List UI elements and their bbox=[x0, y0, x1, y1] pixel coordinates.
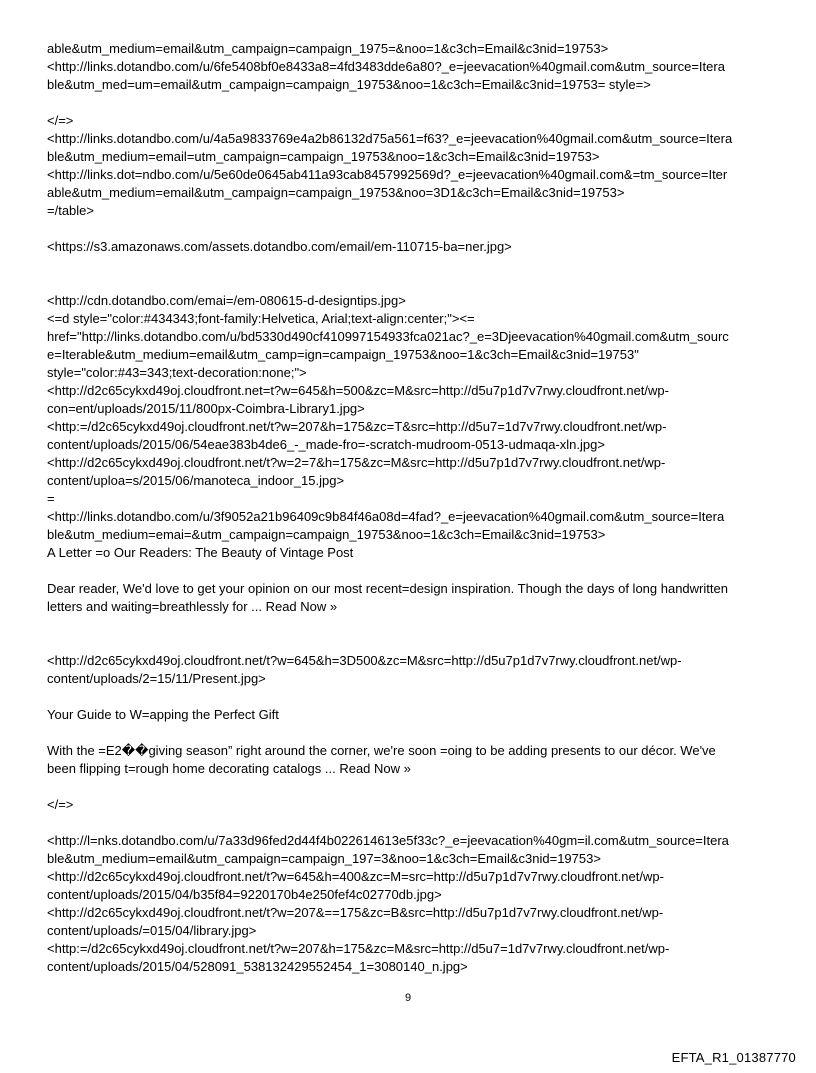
article-title: Your Guide to W=apping the Perfect Gift bbox=[47, 707, 279, 722]
spacer bbox=[47, 256, 777, 292]
spacer bbox=[47, 616, 777, 652]
link-line: <http://d2c65cykxd49oj.cloudfront.net/t?w=207&==175&zc=B&src=http://d5u7p1d7v7rwy.cloudfront.net/wp- bbox=[47, 905, 664, 920]
link-line: <http://cdn.dotandbo.com/emai=/em-080615-d-designtips.jpg> bbox=[47, 293, 406, 308]
link-line: <http://links.dot=ndbo.com/u/5e60de0645ab411a93cab8457992569d?_e=jeevacation%40gmail.com&=tm_source=Iter bbox=[47, 167, 728, 182]
link-line: <http://l=nks.dotandbo.com/u/7a33d96fed2d44f4b022614613e5f33c?_e=jeevacation%40gm=il.com&utm_source=Itera bbox=[47, 833, 729, 848]
text-line: content/uploa=s/2015/06/manoteca_indoor_15.jpg> bbox=[47, 473, 345, 488]
document-body bbox=[47, 40, 777, 976]
text-line: con=ent/uploads/2015/11/800px-Coimbra-Library1.jpg> bbox=[47, 401, 365, 416]
text-line: able&utm_medium=email&utm_campaign=campaign_19753&noo=3D1&c3ch=Email&c3nid=19753> bbox=[47, 185, 625, 200]
article-excerpt-line: With the =E2��giving season” right around the corner, we're soon =oing to be adding presents to our décor. We've bbox=[47, 743, 716, 758]
link-line: <http:=/d2c65cykxd49oj.cloudfront.net/t?w=207&h=175&zc=T&src=http://d5u7=1d7v7rwy.cloudfront.net/wp- bbox=[47, 419, 667, 434]
text-line: content/uploads/2015/06/54eae383b4de6_-_made-fro=-scratch-mudroom-0513-udmaqa-xln.jpg> bbox=[47, 437, 605, 452]
text-line: ble&utm_medium=email&utm_campaign=campaign_197=3&noo=1&c3ch=Email&c3nid=19753> bbox=[47, 851, 601, 866]
article-excerpt-line: been flipping t=rough home decorating catalogs ... Read Now » bbox=[47, 761, 411, 776]
link-line: <http://links.dotandbo.com/u/4a5a9833769e4a2b86132d75a561=f63?_e=jeevacation%40gmail.com&utm_source=Itera bbox=[47, 131, 733, 146]
text-line: <=d style="color:#434343;font-family:Helvetica, Arial;text-align:center;"><= bbox=[47, 311, 475, 326]
text-line: content/uploads/2=15/11/Present.jpg> bbox=[47, 671, 266, 686]
text-line: ble&utm_med=um=email&utm_campaign=campaign_19753&noo=1&c3ch=Email&c3nid=19753= style=> bbox=[47, 77, 651, 92]
text-line: content/uploads/2015/04/b35f84=9220170b4e250fef4c02770db.jpg> bbox=[47, 887, 442, 902]
text-line: style="color:#43=343;text-decoration:none;"> bbox=[47, 365, 307, 380]
link-line: <http://d2c65cykxd49oj.cloudfront.net/t?w=645&h=3D500&zc=M&src=http://d5u7p1d7v7rwy.cloudfront.net/wp- bbox=[47, 653, 682, 668]
spacer bbox=[47, 724, 777, 742]
spacer bbox=[47, 562, 777, 580]
link-line: <http://d2c65cykxd49oj.cloudfront.net/t?w=645&h=400&zc=M=src=http://d5u7p1d7v7rwy.cloudfront.net/wp- bbox=[47, 869, 664, 884]
spacer bbox=[47, 688, 777, 706]
spacer bbox=[47, 814, 777, 832]
text-line: ble&utm_medium=emai=&utm_campaign=campaign_19753&noo=1&c3ch=Email&c3nid=19753> bbox=[47, 527, 606, 542]
text-line: </=> bbox=[47, 797, 74, 812]
document-id: EFTA_R1_01387770 bbox=[671, 1050, 796, 1065]
link-line: <http:=/d2c65cykxd49oj.cloudfront.net/t?w=207&h=175&zc=M&src=http://d5u7=1d7v7rwy.cloudfront.net/wp- bbox=[47, 941, 670, 956]
page-number: 9 bbox=[404, 992, 412, 1004]
article-excerpt-line: letters and waiting=breathlessly for ... Read Now » bbox=[47, 599, 338, 614]
article-excerpt-line: Dear reader, We'd love to get your opinion on our most recent=design inspiration. Though the days of long handwritten bbox=[47, 581, 728, 596]
link-line: <http://links.dotandbo.com/u/3f9052a21b96409c9b84f46a08d=4fad?_e=jeevacation%40gmail.com&utm_source=Itera bbox=[47, 509, 725, 524]
banner-link-line: <https://s3.amazonaws.com/assets.dotandbo.com/email/em-110715-ba=ner.jpg> bbox=[47, 239, 512, 254]
text-line: =/table> bbox=[47, 203, 94, 218]
link-line: <http://links.dotandbo.com/u/6fe5408bf0e8433a8=4fd3483dde6a80?_e=jeevacation%40gmail.com&utm_source=Itera bbox=[47, 59, 725, 74]
text-line: href="http://links.dotandbo.com/u/bd5330d490cf410997154933fca021ac?_e=3Djeevacation%40gmail.com&utm_sourc bbox=[47, 329, 729, 344]
link-line: <http://d2c65cykxd49oj.cloudfront.net/t?w=2=7&h=175&zc=M&src=http://d5u7p1d7v7rwy.cloudfront.net/wp- bbox=[47, 455, 666, 470]
text-line: ble&utm_medium=email=utm_campaign=campaign_19753&noo=1&c3ch=Email&c3nid=19753> bbox=[47, 149, 600, 164]
text-line: </=> bbox=[47, 113, 74, 128]
article-title: A Letter =o Our Readers: The Beauty of Vintage Post bbox=[47, 545, 354, 560]
link-line: <http://d2c65cykxd49oj.cloudfront.net=t?w=645&h=500&zc=M&src=http://d5u7p1d7v7rwy.cloudfront.net/wp- bbox=[47, 383, 669, 398]
spacer bbox=[47, 778, 777, 796]
text-line: able&utm_medium=email&utm_campaign=campaign_1975=&noo=1&c3ch=Email&c3nid=19753> bbox=[47, 41, 609, 56]
text-line: content/uploads/2015/04/528091_538132429552454_1=3080140_n.jpg> bbox=[47, 959, 468, 974]
text-line: e=Iterable&utm_medium=email&utm_camp=ign=campaign_19753&noo=1&c3ch=Email&c3nid=19753" bbox=[47, 347, 639, 362]
spacer bbox=[47, 220, 777, 238]
text-line: = bbox=[47, 491, 55, 506]
text-line: content/uploads/=015/04/library.jpg> bbox=[47, 923, 257, 938]
spacer bbox=[47, 94, 777, 112]
